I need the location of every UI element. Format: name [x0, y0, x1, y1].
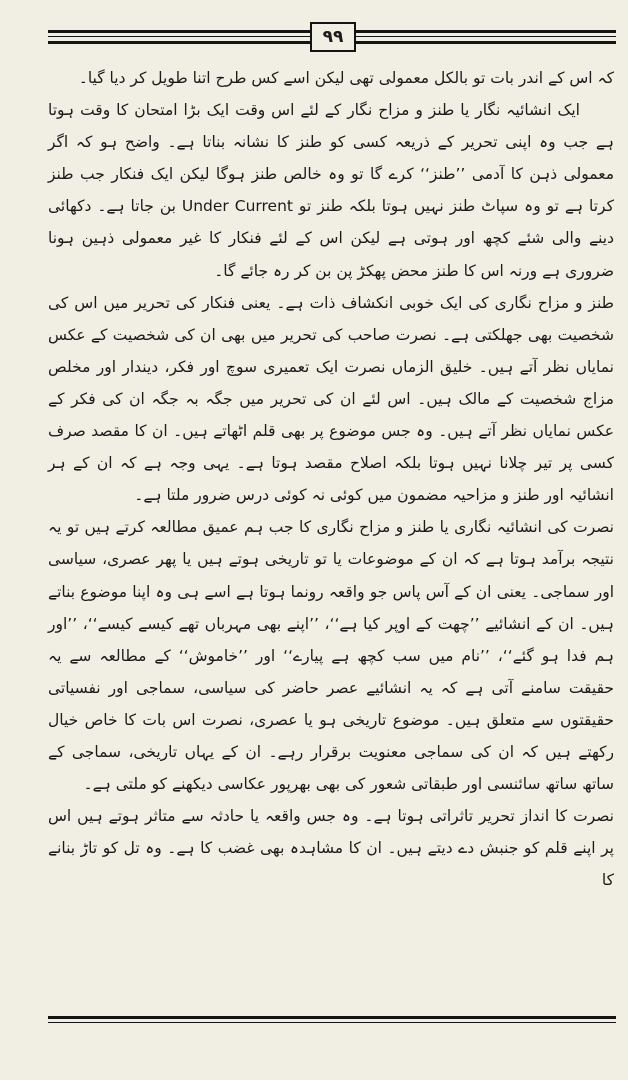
paragraph-4: نصرت کی انشائیہ نگاری یا طنز و مزاح نگاری کا جب ہم عمیق مطالعہ کرتے ہیں تو یہ نتیجہ برآمد ہوتا ہے کہ ان کے موضوعات یا تو تاریخی ہوتے ہیں یا پھر عصری، سیاسی اور سماجی۔ یعنی ان کے آس پاس جو واقعہ رونما ہوتا ہے اسے ہی وہ اپنا موضوع بناتے ہیں۔ ان کے انشائیے ’’چھت کے اوپر کیا ہے‘‘، ’’اپنے بھی مہرباں تھے کیسے کیسے‘‘، ’’اور ہم فدا ہو گئے‘‘، ’’نام میں سب کچھ ہے پیارے‘‘ اور ’’خاموش‘‘ کے مطالعہ سے یہ حقیقت سامنے آتی ہے کہ یہ انشائیے عصر حاضر کی سیاسی، سماجی اور نفسیاتی حقیقتوں سے متعلق ہیں۔ موضوع تاریخی ہو یا عصری، نصرت اس بات کا خاص خیال رکھتے ہیں کہ ان کی سماجی معنویت برقرار رہے۔ ان کے یہاں تاریخی، سماجی کے ساتھ ساتھ سائنسی اور طبقاتی شعور کی بھی بھرپور عکاسی دیکھنے کو ملتی ہے۔	[48, 518, 614, 794]
footer-rule-top	[48, 1016, 616, 1019]
paragraph-2: ایک انشائیہ نگار یا طنز و مزاح نگار کے لئے اس وقت ایک بڑا امتحان کا وقت ہوتا ہے جب وہ اپنی تحریر کے ذریعہ کسی کو طنز کا نشانہ بناتا ہے۔ واضح ہو کہ اگر معمولی ذہن کا آدمی ’’طنز‘‘ کرے گا تو وہ خالص طنز ہوگا لیکن ایک فنکار جب طنز کرتا ہے تو وہ سپاٹ طنز نہیں ہوتا بلکہ طنز تو Under Current بن جاتا ہے۔ دکھائی دینے والی شئے کچھ اور ہوتی ہے لیکن اس کے لئے فنکار کا غیر معمولی ذہین ہونا ضروری ہے ورنہ اس کا طنز محض پھکڑ پن بن کر رہ جائے گا۔	[48, 101, 614, 280]
body-text	[48, 62, 614, 896]
paragraph-1: کہ اس کے اندر بات تو بالکل معمولی تھی لیکن اسے کس طرح اتنا طویل کر دیا گیا۔	[78, 69, 614, 87]
footer-rule-bottom	[48, 1022, 616, 1023]
page-number: ۹۹	[310, 22, 356, 52]
paragraph-3: طنز و مزاح نگاری کی ایک خوبی انکشاف ذات ہے۔ یعنی فنکار کی تحریر میں اس کی شخصیت بھی جھلکتی ہے۔ نصرت صاحب کی تحریر میں بھی ان کی شخصیت کے عکس نمایاں نظر آتے ہیں۔ خلیق الزماں نصرت ایک تعمیری سوچ اور فکر، دیندار اور مخلص مزاج شخصیت کے مالک ہیں۔ اس لئے ان کی تحریر میں جگہ بہ جگہ ان کی فکر کے عکس نمایاں نظر آتے ہیں۔ وہ جس موضوع پر بھی قلم اٹھاتے ہیں۔ ان کا مقصد صرف کسی پر تیر چلانا نہیں ہوتا بلکہ اصلاح مقصد ہوتا ہے۔ یہی وجہ ہے کہ ان کے ہر انشائیہ اور طنز و مزاحیہ مضمون میں کوئی نہ کوئی درس ضرور ملتا ہے۔	[48, 293, 614, 505]
paragraph-5: نصرت کا انداز تحریر تاثراتی ہوتا ہے۔ وہ جس واقعہ یا حادثہ سے متاثر ہوتے ہیں اس پر اپنے قلم کو جنبش دے دیتے ہیں۔ ان کا مشاہدہ بھی غضب کا ہے۔ وہ تل کو تاڑ بنانے کا	[48, 807, 614, 890]
